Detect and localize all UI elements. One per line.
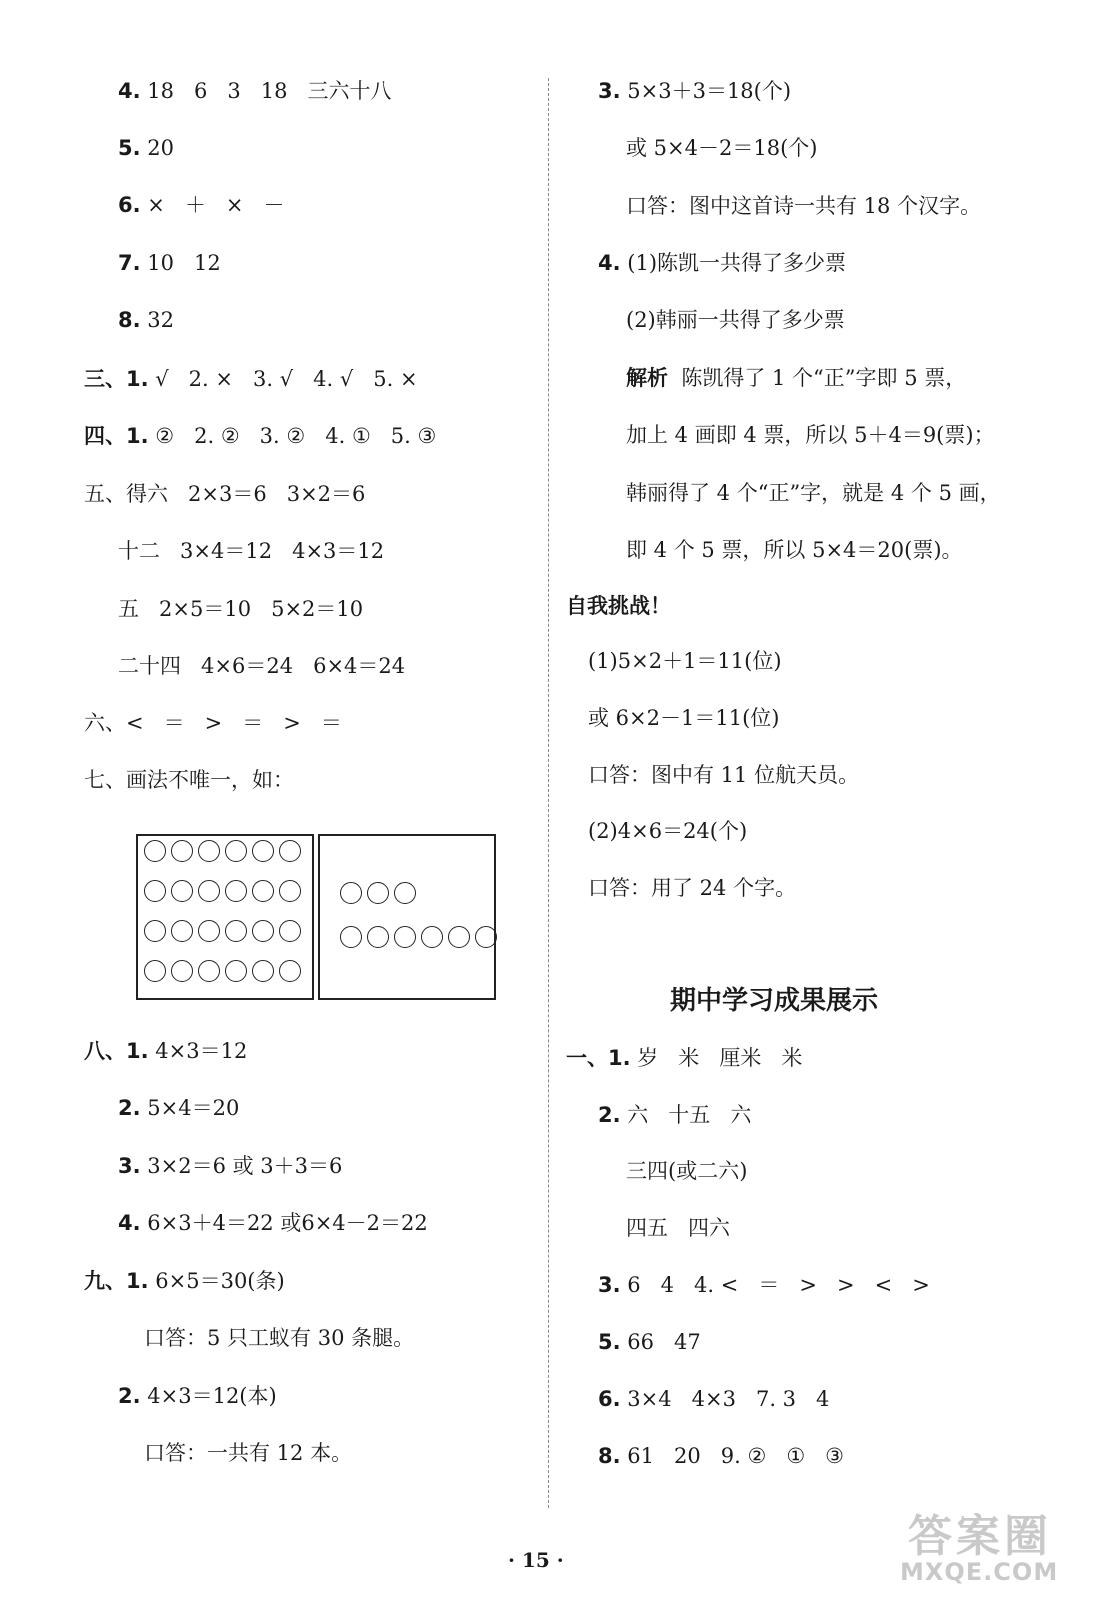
circle bbox=[367, 926, 389, 948]
right-line-12: 或 6×2－1＝11(位) bbox=[588, 706, 780, 730]
left-line-6: 三、1. √ 2. × 3. √ 4. √ 5. × bbox=[84, 367, 418, 391]
right-line-2: 或 5×4－2＝18(个) bbox=[626, 136, 818, 160]
left-line-5: 8. 32 bbox=[118, 308, 174, 332]
circle bbox=[171, 840, 193, 862]
left-line-2: 5. 20 bbox=[118, 136, 174, 160]
left-line-14: 八、1. 4×3＝12 bbox=[84, 1039, 248, 1063]
right-line-16: 一、1. 岁 米 厘米 米 bbox=[566, 1046, 803, 1070]
circle bbox=[252, 880, 274, 902]
right-line-3: 口答：图中这首诗一共有 18 个汉字。 bbox=[626, 194, 982, 218]
column-divider bbox=[548, 78, 549, 1508]
circle bbox=[279, 840, 301, 862]
right-line-8: 韩丽得了 4 个“正”字，就是 4 个 5 画， bbox=[626, 481, 1001, 505]
right-line-15: 口答：用了 24 个字。 bbox=[588, 876, 797, 900]
left-circle-box bbox=[136, 834, 314, 1000]
watermark-logo bbox=[888, 1500, 1084, 1596]
circle bbox=[144, 960, 166, 982]
right-line-10: 自我挑战！ bbox=[566, 594, 671, 618]
right-line-5: (2)韩丽一共得了多少票 bbox=[626, 308, 845, 332]
left-line-7: 四、1. ② 2. ② 3. ② 4. ① 5. ③ bbox=[84, 424, 437, 448]
watermark-top-text: 答案圈 bbox=[908, 1511, 1052, 1562]
right-circle-box bbox=[318, 834, 496, 1000]
left-line-20: 2. 4×3＝12(本) bbox=[118, 1384, 277, 1408]
circle bbox=[394, 926, 416, 948]
left-line-18: 九、1. 6×5＝30(条) bbox=[84, 1269, 285, 1293]
right-line-18: 三四(或二六) bbox=[626, 1159, 748, 1183]
left-line-3: 6. × ＋ × － bbox=[118, 193, 285, 217]
circle bbox=[225, 880, 247, 902]
circle bbox=[171, 960, 193, 982]
circle bbox=[144, 840, 166, 862]
right-line-4: 4. (1)陈凯一共得了多少票 bbox=[598, 251, 847, 275]
right-line-22: 6. 3×4 4×3 7. 3 4 bbox=[598, 1387, 830, 1411]
right-line-21: 5. 66 47 bbox=[598, 1330, 701, 1354]
circle bbox=[252, 840, 274, 862]
circle bbox=[144, 920, 166, 942]
circle bbox=[279, 920, 301, 942]
left-line-9: 十二 3×4＝12 4×3＝12 bbox=[118, 539, 385, 563]
right-line-11: (1)5×2＋1＝11(位) bbox=[588, 649, 782, 673]
circle bbox=[340, 926, 362, 948]
circle bbox=[171, 880, 193, 902]
circle bbox=[421, 926, 443, 948]
section-heading: 期中学习成果展示 bbox=[670, 986, 879, 1016]
circle bbox=[198, 840, 220, 862]
left-line-13: 七、画法不唯一，如： bbox=[84, 768, 294, 792]
circle bbox=[340, 882, 362, 904]
circle bbox=[367, 882, 389, 904]
right-line-7: 加上 4 画即 4 票，所以 5＋4＝9(票)； bbox=[626, 423, 995, 447]
right-line-19: 四五 四六 bbox=[626, 1216, 731, 1240]
right-line-9: 即 4 个 5 票，所以 5×4＝20(票)。 bbox=[626, 538, 963, 562]
right-line-23: 8. 61 20 9. ② ① ③ bbox=[598, 1444, 845, 1468]
watermark-bottom-text: MXQE.COM bbox=[900, 1558, 1059, 1586]
left-line-12: 六、< ＝ > ＝ > ＝ bbox=[84, 711, 342, 735]
left-line-21: 口答：一共有 12 本。 bbox=[144, 1441, 353, 1465]
right-line-17: 2. 六 十五 六 bbox=[598, 1103, 752, 1127]
circle bbox=[475, 926, 497, 948]
circle bbox=[252, 960, 274, 982]
left-line-15: 2. 5×4＝20 bbox=[118, 1096, 240, 1120]
left-line-19: 口答：5 只工蚁有 30 条腿。 bbox=[144, 1326, 415, 1350]
circle bbox=[198, 920, 220, 942]
circle bbox=[252, 920, 274, 942]
circle bbox=[448, 926, 470, 948]
left-line-16: 3. 3×2＝6 或 3＋3＝6 bbox=[118, 1154, 343, 1178]
page-number: · 15 · bbox=[508, 1548, 564, 1572]
right-line-6: 解析 陈凯得了 1 个“正”字即 5 票， bbox=[626, 366, 967, 390]
left-line-8: 五、得六 2×3＝6 3×2＝6 bbox=[84, 482, 366, 506]
circle bbox=[144, 880, 166, 902]
circle bbox=[394, 882, 416, 904]
left-line-4: 7. 10 12 bbox=[118, 251, 221, 275]
right-line-14: (2)4×6＝24(个) bbox=[588, 819, 748, 843]
circle bbox=[225, 840, 247, 862]
left-line-10: 五 2×5＝10 5×2＝10 bbox=[118, 597, 364, 621]
circle bbox=[225, 920, 247, 942]
circle bbox=[225, 960, 247, 982]
circle bbox=[279, 960, 301, 982]
left-line-17: 4. 6×3＋4＝22 或6×4－2＝22 bbox=[118, 1211, 428, 1235]
circle bbox=[198, 960, 220, 982]
right-line-1: 3. 5×3＋3＝18(个) bbox=[598, 79, 792, 103]
circle bbox=[171, 920, 193, 942]
right-line-20: 3. 6 4 4. < ＝ > > < > bbox=[598, 1273, 930, 1297]
left-line-11: 二十四 4×6＝24 6×4＝24 bbox=[118, 654, 406, 678]
circle bbox=[279, 880, 301, 902]
right-line-13: 口答：图中有 11 位航天员。 bbox=[588, 763, 860, 787]
circle bbox=[198, 880, 220, 902]
left-line-1: 4. 18 6 3 18 三六十八 bbox=[118, 79, 392, 103]
